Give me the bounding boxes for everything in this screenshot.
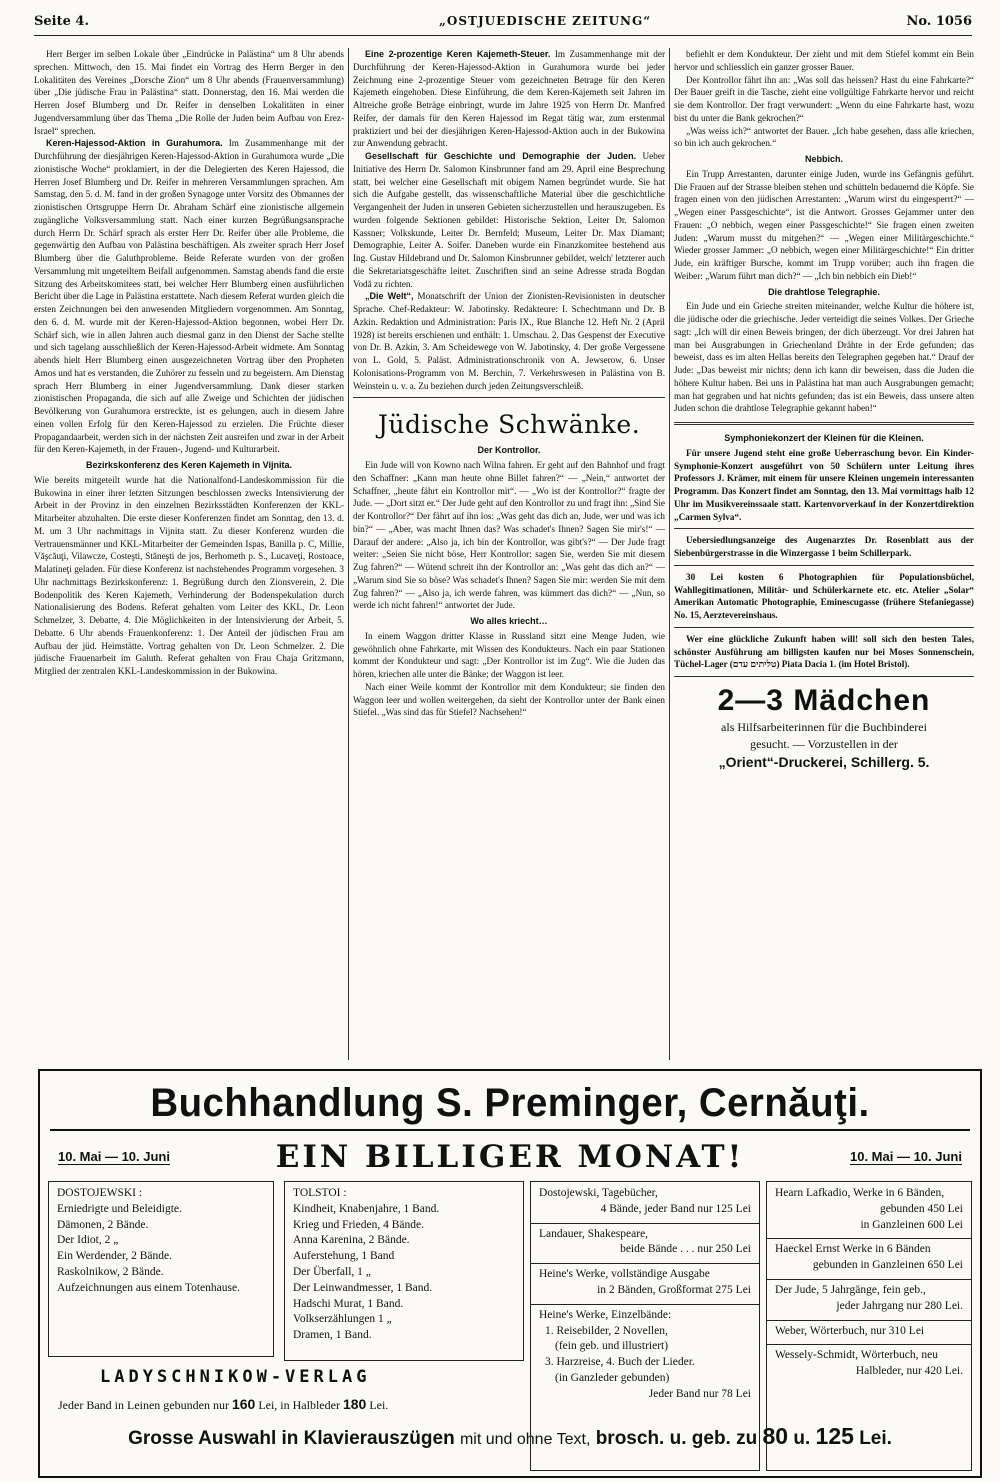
price-text: Jeder Band in Leinen gebunden nur [58,1398,229,1412]
dostojewski-box [48,1181,274,1357]
story-heading: Nebbich. [804,154,843,164]
box-separator [767,1344,971,1345]
publisher-name: LADYSCHNIKOW-VERLAG [100,1367,371,1387]
job-ad-title: 2—3 Mädchen [717,684,931,717]
column-1 [34,48,344,1063]
story-heading: Die drahtlose Telegraphie. [768,286,880,297]
box-separator [531,1263,759,1264]
article-text: Wie bereits mitgeteilt wurde hat die Nationalfond-Landeskommission für die Bukowina in einer ihrer letzten Sitzungen beschlossen zwecks Intensivierung der Arbeit in der Provinz in den einzelnen Bezirksstädten Konferenzen der KKL-Mitarbeiter abzuhalten. Die erste dieser Konferenzen findet am Sonntag, den 13. d. M. um 3 Uhr nachmittags in Vijnita statt. Zu dieser Konferenz wurden die Vertrauensmänner und KKL-Mitarbeiter der Gemeinden Ispas, Banilla p. C, Millie, Văşcăuţi, Vilawcze, Costeşti, Stăneşti de jos, Berhometh p. S., Lucaveţi, Rostoace, Malatineţi geladen. Für diese Konferenz ist nachstehendes Programm vorgesehen. 3 Uhr nachmittags Bezirkskonferenz: 1. Begrüßung durch den Zionsverein, 2. Die Bodenpolitik des Keren Kajemeth, Verhinderung der Bodenspekulation durch Nationalisierung des Bodens. Referat gehalten vom Leiter des KKL, Dr. Leon Schmelzer, 3. Debatte, 4. Die Möglichkeiten in der Intensivierung der Arbeit, 5. Debatte. 6 Uhr abends Frauenkonferenz: 1. Der Anteil der jüdischen Frau am Aufbau der jüd. Heimstätte. Vortrag gehalten von Dr. Leon Schmelzer. 2. Die jüdische Frauenarbeit im Galuth. Referat gehalten von Frau Chaja Gritzmann, Mitglied der zentralen KKL-Landeskommission in der Bukowina. [34,474,344,676]
divider [353,397,665,398]
issue-number: No. 1056 [906,14,972,29]
article-paragraph [34,137,344,456]
job-ad-text: als Hilfsarbeiterinnen für die Buchbinderei [721,720,927,734]
article-paragraph [34,459,344,678]
piano-text: Grosse Auswahl in Klavierauszügen [128,1428,455,1449]
box-separator [767,1238,971,1239]
article-paragraph: befiehlt er dem Kondukteur. Der zieht und mit dem Stiefel kommt ein Bein hervor und schliesslich ein ganzer grosser Bauer. [674,49,974,72]
article-paragraph [353,290,665,392]
article-paragraph [353,150,665,290]
box-separator [767,1320,971,1321]
page-header [34,8,972,34]
book-item: Auferstehung, 1 Band [293,1250,395,1263]
book-item: Erniedrigte und Beleidigte. [57,1202,182,1215]
article-text: Monatschrift der Union der Zionisten-Revisionisten in deutscher Sprache. Chef-Redakteur: W. Jabotinsky. Redakteure: I. Schechtmann und Dr. B Azkin. Redaktion und Administration: Paris IX., Rue Blanche 12. Heft Nr. 2 (April 1928) ist bereits erschienen und enthält: 1. Umschau. 2. Das Gespenst der Executive von Dr. B. Azkin, 3. Am Scheidewege von W. Jabotinsky, 4. Der große Vergessene von L. Gold, 5. Paläst. Administrationschronik von A. Jewserow, 6. Unser Kolonisations-Programm von M. Berchin, 7. Verkehrswesen in Palästina von B. Weinstein u. v. a. Zu beziehen durch jeden Zeitungsverschleiß. [353,291,665,391]
book-item: Wessely-Schmidt, Wörterbuch, neu [775,1349,939,1362]
book-item: Weber, Wörterbuch, nur 310 Lei [775,1324,925,1337]
book-item: Aufzeichnungen aus einem Totenhause. [57,1281,240,1294]
ad-date-right: 10. Mai — 10. Juni [850,1149,962,1164]
book-item: (fein geb. und illustriert) [555,1340,669,1353]
book-price: Jeder Band nur 78 Lei [648,1387,751,1400]
book-item: Hadschi Murat, 1 Band. [293,1297,404,1310]
book-price: 4 Bände, jeder Band nur 125 Lei [600,1202,751,1215]
column-rule [348,48,349,1060]
notice-heading: Symphoniekonzert der Kleinen für die Kleinen. [724,433,924,443]
book-item: Der Überfall, 1 „ [293,1265,371,1278]
price-text: Lei, in Halbleder [258,1398,340,1412]
piano-price: 80 [762,1423,789,1449]
price-text: Lei. [369,1398,389,1412]
book-item: Heine's Werke, Einzelbände: [539,1308,672,1321]
article-text: Im Zusammenhange mit der Durchführung der diesjährigen Keren-Hajessod-Aktion in Gurahumora wurde „Die zionistische Woche“ proklamiert, in der die Delegierten des Keren Hajessod, die Herren Josef Blumberg und Dr. Reifer in mehreren Versammlungen sprachen. Am Samstag, den 5. d. M. fand in der großen Synagoge unter Vorsitz des Obmannes der zionistischen Ortsgruppe Herrn Dr. Abraham Schärf eine zionistische allgemein zugängliche Volksversammlung statt. Nach einer kurzen Begrüßungsansprache durch Herrn Dr. Schärf sprach als erster Herr Dr. Reifer über alle Probleme, die gegenwärtig den Aufbau von Palästina beschäftigen. Als zweiter sprach Herr Josef Blumberg über die Galuthprobleme. Beide Referate wurden von der großen Versammlung mit ungeteiltem Beifall aufgenommen. Samstag abends fand die erste Sitzung des Arbeitskomitees statt, bei welcher Herr Blumberg einen ausführlichen Bericht über die Lage in Palästina erstattete. Nach diesem Referat wurden gleich die ersten Zeichnungen bei den anwesenden Mitgliedern vorgenommen. Am Sonntag, den 6. d. M. wurde mit der Keren-Hajessod-Aktion begonnen, wobei Herr Dr. Schärf sich, wie in allen Jahren auch diesmal ganz in den Dienst der Sache stellte und sich tagelang ausschließlich der Keren-Hajessod-Arbeit widmete. Am Sonntag abends hielt Herr Blumberg einen ausgezeichneten Vortrag über den Propheten Amos und hat es verstanden, die Zuhörer zu fesseln und zu begeistern. Am Dienstag sprach Herr Blumberg in einer Jugendversammlung. Dank dieser starken zionistischen Propaganda, die sich auf alle Zweige und Schichten der jüdischen Bevölkerung von Gurahumora erstreckte, ist es gelungen, auch in diesem Jahre einen vollen Erfolg für den Keren-Hajessod zu erzielen. Die Früchte dieser Propagandaarbeit, werden sich in der nächsten Zeit ausreifen und zwar in der Arbeit für den Keren-Kajemeth, in der Frauen-, Jugend- und Kulturarbeit. [34,138,344,455]
section-heading: Bezirkskonferenz des Keren Kajemeth in Vijnita. [86,460,292,470]
price-value: 180 [342,1396,367,1412]
ad-title: Buchhandlung S. Preminger, Cernăuţi. [150,1081,870,1125]
piano-text: mit und ohne Text, [459,1431,591,1448]
header-rule [34,35,972,36]
book-price: gebunden 450 Lei [879,1202,963,1215]
story-heading: Wo alles kriecht… [470,616,548,626]
article-paragraph: In einem Waggon dritter Klasse in Russland sitzt eine Menge Juden, wie gewöhnlich ohne Fahrkarte, mit Wissen des Kondukteurs. Nach ein paar Stationen kommt der Kondukteur und sagt: „Der Kontrollor ist im Zug“. Wie die Juden das hören, kriechen alle unter die Bänke; der Waggon ist leer. [353,630,665,679]
piano-price: 125 [815,1423,854,1449]
book-item: Dostojewski, Tagebücher, [539,1187,658,1199]
article-paragraph: Herr Berger im selben Lokale über „Eindrücke in Palästina“ um 8 Uhr abends sprechen. Mittwoch, den 15. Mai findet ein Vortrag des Herrn Berger in den Lokalitäten des Vereines „Dorsche Zion“ um 8 Uhr abends (Frauenversammlung) über „Die jüdische Frau in Palästina“ statt. Donnerstag, den 16. Mai werden die Herren Josef Blumberg und Dr. Reifer in denselben Lokalitäten in einer Jugendversammlung über das Thema „Die Rolle der Juden beim Aufbau von Erez-Israel“ sprechen. [34,49,344,136]
article-paragraph: „Was weiss ich?“ antwortet der Bauer. „Ich habe gesehen, dass alle kriechen, so bin ich auch gekrochen.“ [674,125,974,149]
article-text: Ueber Initiative des Herrn Dr. Salomon Kinsbrunner fand am 29. April eine Besprechung statt, bei welcher eine Gesellschaft mit obigem Namen begründet wurde. Sie hat sich die Aufgabe gestellt, das wissenschaftliche Material über die geschichtliche Vergangenheit der Juden in unseren Gebieten sicherzustellen und herauszugeben. Es wurden folgende Sektionen gebildet: Historische Sektion, Leiter Dr. Salomon Kassner; Volkskunde, Leiter Dr. Bernfeld; Museum, Leiter Dr. Max Diamant; Demographie, Leiter A. Soifer. Daneben wurde ein Finanzkomitee bestehend aus Ing. Gustav Hildebrand und Dr. Salomon Kinsbrunner gebildet, welch' letzterer auch die Sekretariatsgeschäfte leitet. Zuschriften sind an seine Adresse strada Bogdan Vodă zu richten. [353,151,665,289]
book-item: Heine's Werke, vollständige Ausgabe [539,1268,710,1281]
divider [674,528,974,529]
book-price: Halbleder, nur 420 Lei. [855,1365,963,1378]
box-heading: DOSTOJEWSKI : [57,1187,143,1199]
section-heading: Keren-Hajessod-Aktion in Gurahumora. [46,138,223,149]
book-item: Anna Karenina, 2 Bände. [293,1234,410,1247]
divider [674,422,974,425]
section-heading: „Die Welt“, [365,291,414,302]
book-item: Ein Werdender, 2 Bände. [57,1250,172,1263]
box-separator [531,1304,759,1305]
piano-text: Lei. [859,1428,892,1449]
column-2 [353,48,665,1063]
divider [674,627,974,628]
book-item: Landauer, Shakespeare, [539,1227,649,1240]
ad-rule [50,1129,970,1131]
book-item: Der Leinwandmesser, 1 Band. [293,1281,433,1294]
book-price: jeder Jahrgang nur 280 Lei. [836,1299,963,1312]
notice-text: Uebersiedlungsanzeige des Augenarztes Dr. Rosenblatt aus der Siebenbürgerstrasse in die Winzergasse 1 beim Schillerpark. [674,535,974,558]
article-paragraph [353,48,665,150]
job-ad-address: „Orient“-Druckerei, Schillerg. 5. [718,754,930,770]
book-item: Der Jude, 5 Jahrgänge, fein geb., [775,1283,926,1296]
notice-text: 30 Lei kosten 6 Photographien für Populationsbüchel, Wahllegitimationen, Militär- und Schülerkarnete etc. etc. Atelier „Solar“ Amerikan Automatic Photographie, Eminescugasse (frühere Stefaniegasse) No. 15, Aerztevereinshaus. [674,571,974,620]
ad-headline: EIN BILLIGER MONAT! [275,1139,745,1175]
book-item: Haeckel Ernst Werke in 6 Bänden [775,1243,931,1256]
bookshop-advertisement [38,1069,982,1478]
book-price: gebunden in Ganzleinen 650 Lei [812,1259,963,1272]
box-separator [531,1223,759,1224]
section-heading: Eine 2-prozentige Keren Kajemeth-Steuer. [365,49,551,59]
book-item: 1. Reisebilder, 2 Novellen, [545,1324,668,1337]
story-heading: Der Kontrollor. [477,445,541,456]
ad-date-left: 10. Mai — 10. Juni [58,1149,170,1164]
piano-text: u. [793,1428,811,1449]
book-item: (in Ganzleder gebunden) [555,1371,670,1384]
article-paragraph: Ein Trupp Arrestanten, darunter einige Juden, wurde ins Gefängnis geführt. Die Frauen auf der Strasse bleiben stehen und schütteln bedauernd die Köpfe. Sie fragen einen von den jüdischen Arrestanten: „Warum wirst du eingesperrt?“ — „Wegen einer Passgeschichte“, ist die Antwort. Grosses Gejammer unter den Frauen: „O nebbich, wegen einer Passgeschichte!“ Sie fragen einen zweiten Juden: „Warum musst du mitgehen?“ — „Wegen einer Militärgeschichte.“ Wieder grosser Jammer: „O nebbich, wegen einer Militärgeschichte!“ Ein dritter Jude, ein kräftiger Bursche, kommt im Trupp vorüber; auch ihn fragen die Weiber: „Warum führt man dich?“ — „Ich bin nebbich ein Dieb!“ [674,168,974,281]
book-item: Hearn Lafkadio, Werke in 6 Bänden, [775,1187,945,1199]
masthead: „OSTJUEDISCHE ZEITUNG“ [439,14,652,28]
article-paragraph: Ein Jude will von Kowno nach Wilna fahren. Er geht auf den Bahnhof und fragt den Schaffner: „Kann man heute ohne Billet fahren?“ — „Nein,“ antwortet der Schaffner, „heute fährt ein Kontrollor mit“. — „Wo ist der Kontrollor?“ fragte der Jude. — „Dort sitzt er.“ Der Jude geht auf den Kontrollor zu und fragt ihn: „Sind Sie der Kontrollor?“ Der fährt auf ihn los: „Was geht das dich an, Jude, wer und was ich bin?“ — „Aber, was macht Ihnen das? Was schadet's Ihnen? Sagen Sie mir's!“ — Darauf der andere: „Also ja, ich bin der Kontrollor, was gibt's?“ — Der Jude fragt weiter: „Seien Sie nicht böse, Herr Kontrollor: sagen Sie, werden Sie mit diesem Zug fahren?“ — Wütend schreit ihn der Kontrollor an: „Was geht das dich an?“ — „Warum sind Sie so böse? Was schadet's Ihnen? Sagen Sie mir: werden Sie mit dem Zug fahren?“ — „Also ja, ich werde fahren, was kümmert das dich?“ — „Nun, so werde ich nicht fahren!“ antwortet der Jude. [353,460,665,611]
column-3 [674,48,974,1063]
page-number: Seite 4. [34,14,89,29]
divider [674,676,974,677]
section-heading: Gesellschaft für Geschichte und Demographie der Juden. [365,151,637,161]
article-paragraph: Ein Jude und ein Grieche streiten miteinander, welche Kultur die höhere ist, die jüdische oder die griechische. Jeder verteidigt die seines Volkes. Der Grieche sagt: „Ich will dir einen Beweis bringen, der dich überzeugt. Vor drei Jahren hat man bei Ausgrabungen in Griechenland Drähte in der Erde gefunden; das beweist, dass es im alten Hellas bereits den Telegraphen gegeben hat.“ Drauf der Jude: „Das beweist mir nichts; denn ich kann dir beweisen, dass die Juden die höhere Kultur haben. Bei uns in Palästina hat man auch Ausgrabungen gemacht; man hat gegraben und hat nichts gefunden; das ist ein Beweis, dass unsere alten Juden schon die drahtlose Telegraphie gekannt haben!“ [674,301,974,414]
book-item: Der Idiot, 2 „ [57,1234,119,1247]
tolstoi-box [284,1181,524,1361]
article-paragraph: Nach einer Weile kommt der Kontrollor mit dem Kondukteur; sie finden den Waggon leer und wollen weitergehen, da sieht der Kontrollor unter der Bank einen Stiefel. „Was sind das für Stiefel? Nachsehen!“ [353,681,665,718]
book-item: Dramen, 1 Band. [293,1329,372,1342]
book-item: Raskolnikow, 2 Bände. [57,1265,164,1278]
divider [674,565,974,566]
feature-title: Jüdische Schwänke. [377,410,641,440]
book-item: Volkserzählungen 1 „ [293,1313,392,1326]
book-item: Dämonen, 2 Bände. [57,1218,149,1231]
notice-text: Wer eine glückliche Zukunft haben will! soll sich den besten Tales, schönster Ausführung am billigsten kaufen nur bei Moses Sonnenschein, Tüchel-Lager (טליתים עדם) Piata Dacia 1. (im Hotel Bristol). [674,633,974,670]
book-item: 3. Harzreise, 4. Buch der Lieder. [545,1356,695,1369]
price-value: 160 [231,1396,256,1412]
book-price: in 2 Bänden, Großformat 275 Lei [597,1283,751,1296]
job-ad-text: gesucht. — Vorzustellen in der [750,737,898,751]
book-price: beide Bände . . . nur 250 Lei [620,1243,751,1256]
book-item: Krieg und Frieden, 4 Bände. [293,1218,424,1231]
piano-scores-line [46,1423,974,1453]
piano-text: brosch. u. geb. zu [595,1428,758,1449]
article-text: Im Zusammenhange mit der Durchführung der Keren-Hajessod-Aktion in Gurahumora wurde bei jeder Zeichnung eine 2-prozentige Steuer vom gezeichneten Betrage für den Keren Kajemeth eingehoben. Diese Einführung, die dem Keren-Kajemeth seit Jahren im Altreiche große Beträge einbringt, wurde im Jahre 1925 von Herrn Dr. Manfred Reifer, der damals für den Keren Hajessod im Regat tätig war, zum erstenmal praktiziert und bei der diesjährigen Keren-Hajessod-Aktion auch in der Bukowina zur Anwendung gebracht. [353,49,665,149]
notice-text: Für unsere Jugend steht eine große Ueberraschung bevor. Ein Kinder-Symphonie-Konzert ausgeführt von 50 Schülern unter Leitung ihres Professors J. Krämer, mit einem für unsere Kleinen ungemein interessanten Programm. Das Konzert findet am Sonntag, den 13. Mai vormittags halb 12 Uhr im Musikvereinssaale statt. Kartenvorverkauf in der Konzertdirektion „Carmen Sylva“. [674,447,974,522]
column-rule [669,48,670,1060]
box-separator [767,1279,971,1280]
price-line [58,1396,388,1413]
box-heading: TOLSTOI : [293,1187,347,1199]
book-price: in Ganzleinen 600 Lei [860,1218,963,1231]
article-paragraph: Der Kontrollor fährt ihn an: „Was soll das heissen? Hast du eine Fahrkarte?“ Der Bauer greift in die Tasche, zieht eine vollgültige Fahrkarte hervor und reicht sie dem Kontrollor. Der fragt verwundert: „Wenn du eine Fahrkarte hast, wozu bist du unter die Bank gekrochen?“ [674,74,974,123]
book-item: Kindheit, Knabenjahre, 1 Band. [293,1202,440,1215]
